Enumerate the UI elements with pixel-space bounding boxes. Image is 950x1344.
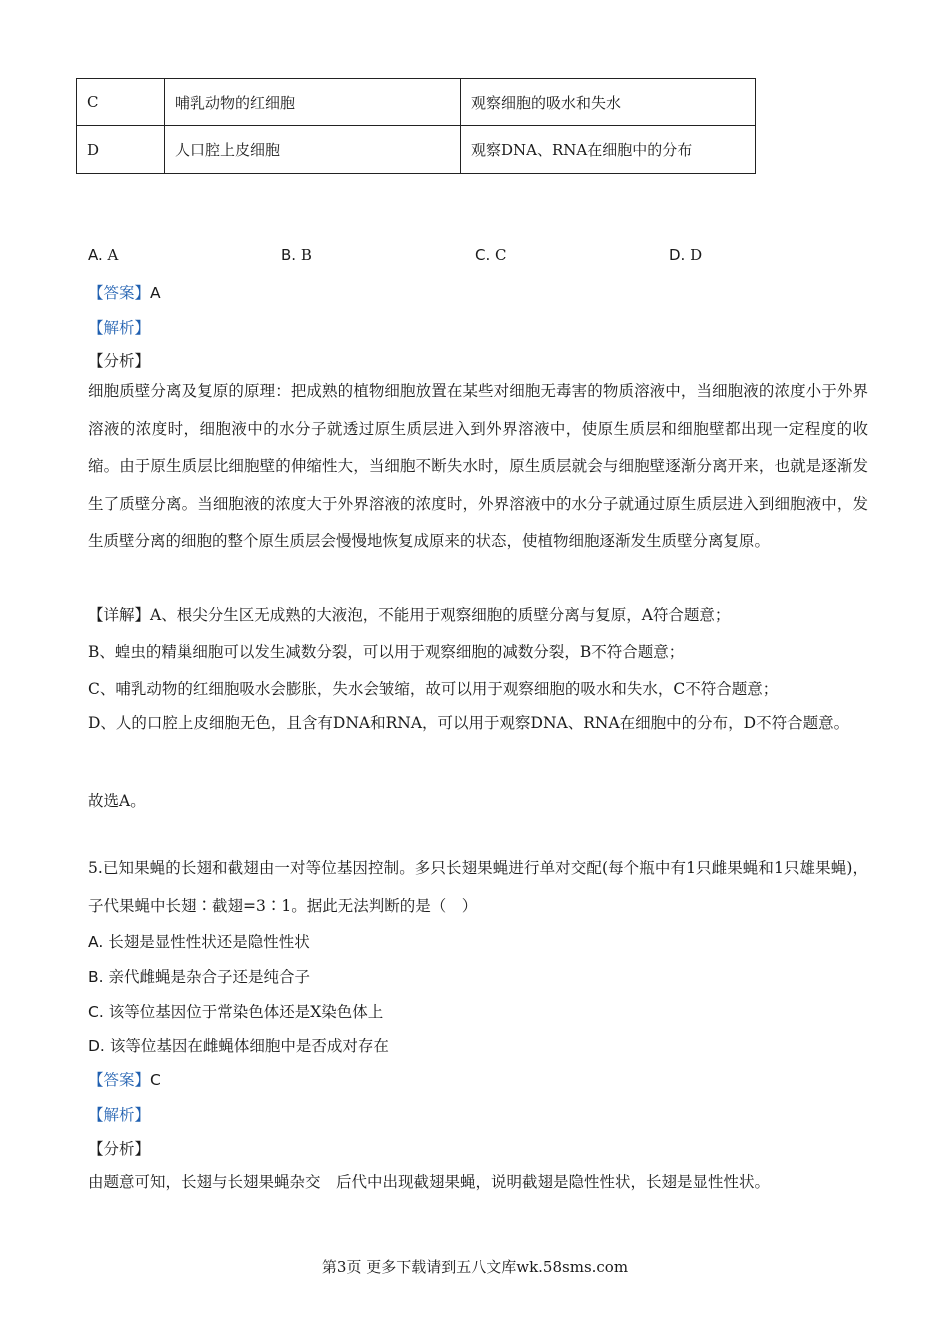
page-footer: 第3页 更多下载请到五八文库wk.58sms.com (321, 1258, 629, 1276)
table-cell-purpose: 观察细胞的吸水和失水 (461, 79, 756, 126)
q4-option-d: D. D (669, 246, 703, 264)
q4-jiexi-heading: 【解析】 (88, 319, 151, 337)
q4-analysis-text: 细胞质壁分离及复原的原理：把成熟的植物细胞放置在某些对细胞无毒害的物质溶液中，当细胞液的浓度小于外界溶液的浓度时，细胞液中的水分子就透过原生质层进入到外界溶液中，使原生质层和细胞壁都出现一定程度的收缩。由于原生质层比细胞壁的伸缩性大，当细胞不断失水时，原生质层就会与细胞壁逐渐分离开来，也就是逐渐发生了质壁分离。当细胞液的浓度大于外界溶液的浓度时，外界溶液中的水分子就通过原生质层进入到细胞液中，发生质壁分离的细胞的整个原生质层会慢慢地恢复成原来的状态，使植物细胞逐渐发生质壁分离复原。 (88, 382, 868, 550)
table-row (77, 79, 756, 126)
experiment-table (76, 78, 756, 174)
q4-conclusion: 故选A。 (88, 792, 146, 810)
q4-detail-c: C、哺乳动物的红细胞吸水会膨胀，失水会皱缩，故可以用于观察细胞的吸水和失水，C不符合题意； (88, 680, 779, 698)
q5-option-a: A. 长翅是显性性状还是隐性性状 (88, 933, 310, 951)
table-cell-purpose: 观察DNA、RNA在细胞中的分布 (461, 126, 756, 174)
q4-option-a: A. A (88, 246, 119, 264)
table-row (77, 126, 756, 174)
q4-detail-b: B、蝗虫的精巢细胞可以发生减数分裂，可以用于观察细胞的减数分裂，B不符合题意； (88, 643, 685, 661)
q4-detail-d: D、人的口腔上皮细胞无色，且含有DNA和RNA，可以用于观察DNA、RNA在细胞中的分布，D不符合题意。 (88, 714, 850, 732)
q4-option-c: C. C (475, 246, 507, 264)
q5-stem: 5.已知果蝇的长翅和截翅由一对等位基因控制。多只长翅果蝇进行单对交配(每个瓶中有1只雌果蝇和1只雄果蝇)，子代果蝇中长翅∶截翅=3∶1。据此无法判断的是（ ） (88, 859, 868, 915)
q5-fenxi-heading: 【分析】 (88, 1140, 151, 1158)
q5-answer: 【答案】C (88, 1071, 161, 1089)
q5-option-d: D. 该等位基因在雌蝇体细胞中是否成对存在 (88, 1037, 389, 1055)
q5-option-b: B. 亲代雌蝇是杂合子还是纯合子 (88, 968, 311, 986)
table-cell-letter: D (77, 126, 165, 174)
table-cell-letter: C (77, 79, 165, 126)
q4-detail-a: 【详解】A、根尖分生区无成熟的大液泡，不能用于观察细胞的质壁分离与复原，A符合题意； (88, 606, 731, 624)
q5-jiexi-heading: 【解析】 (88, 1106, 151, 1124)
q4-option-b: B. B (281, 246, 312, 264)
q4-answer: 【答案】A (88, 284, 161, 302)
table-cell-material: 哺乳动物的红细胞 (165, 79, 461, 126)
q4-fenxi-heading: 【分析】 (88, 352, 151, 370)
q5-analysis-text: 由题意可知，长翅与长翅果蝇杂交 后代中出现截翅果蝇，说明截翅是隐性性状，长翅是显性性状。 (88, 1173, 771, 1191)
table-cell-material: 人口腔上皮细胞 (165, 126, 461, 174)
q5-option-c: C. 该等位基因位于常染色体还是X染色体上 (88, 1003, 384, 1021)
